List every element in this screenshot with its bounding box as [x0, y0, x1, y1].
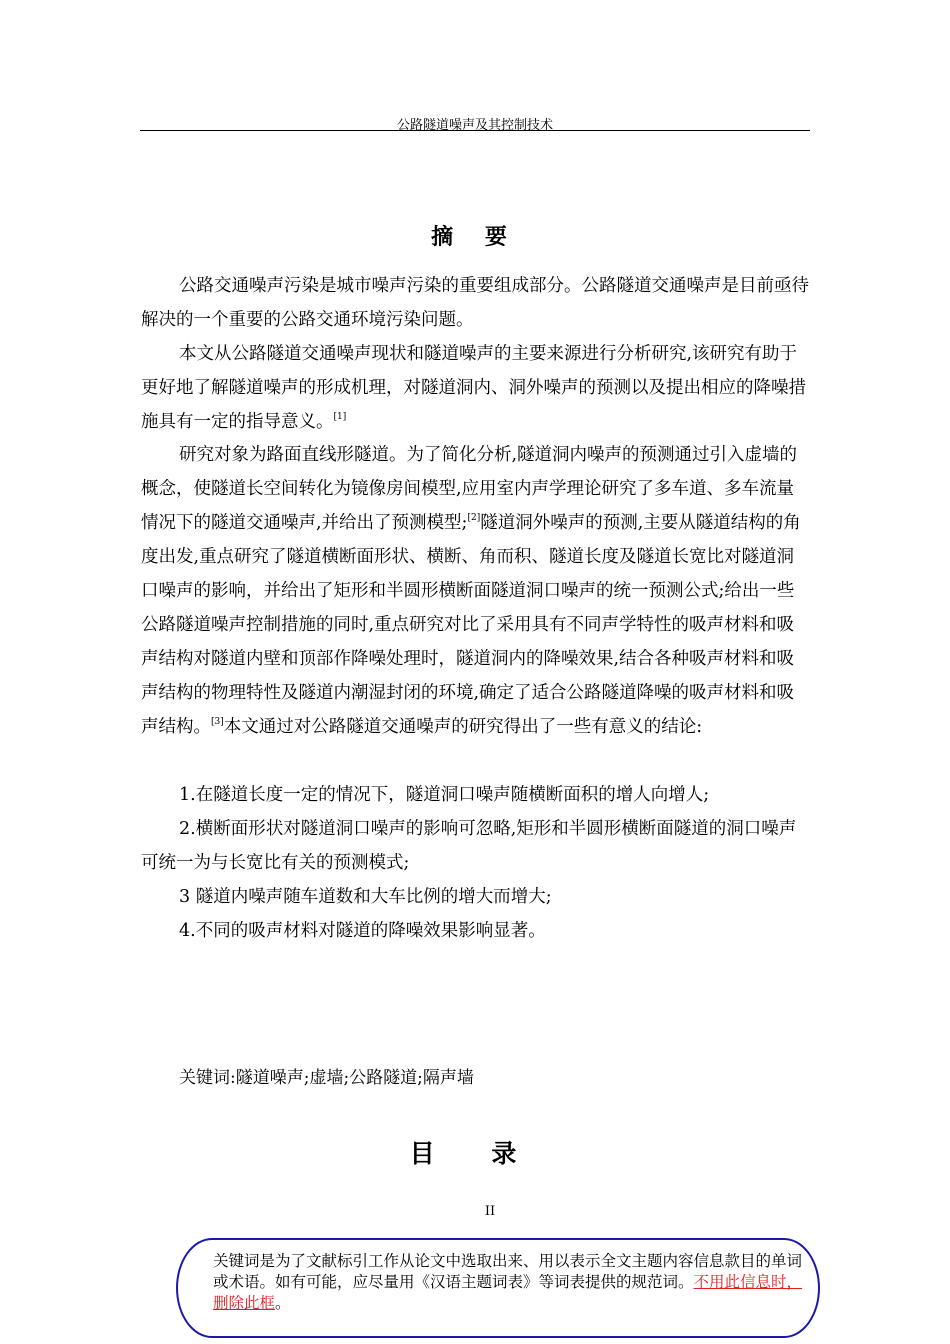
abstract-paragraph-2: 本文从公路隧道交通噪声现状和隧道噪声的主要来源进行分析研究,该研究有助于更好地了解隧道噪声的形成机理，对隧道洞内、洞外噪声的预测以及提出相应的降噪措施具有一定的指导意义。[1] — [141, 344, 806, 432]
toc-heading: 目 录 — [409, 1139, 541, 1168]
abstract-paragraph-3: 研究对象为路面直线形隧道。为了简化分析,隧道洞内噪声的预测通过引入虚墙的概念，使隧道长空间转化为镜像房间模型,应用室内声学理论研究了多车道、多车流量情况下的隧道交通噪声,并给出了预测模型;[2]隧道洞外噪声的预测,主要从隧道结构的角度出发,重点研究了隧道横断面形状、横断、角而积、隧道长度及隧道长宽比对隧道洞口噪声的影响，并给出了矩形和半圆形横断面隧道洞口噪声的统一预测公式;给出一些公路隧道噪声控制措施的同时,重点研究对比了采用具有不同声学特性的吸声材料和吸声结构对隧道内壁和顶部作降噪处理时，隧道洞内的降噪效果,结合各种吸声材料和吸声结构的物理特性及隧道内潮湿封闭的环境,确定了适合公路隧道降噪的吸声材料和吸声结构。[3]本文通过对公路隧道交通噪声的研究得出了一些有意义的结论: — [141, 445, 801, 737]
conclusion-4: 4.不同的吸声材料对隧道的降噪效果影响显著。 — [179, 921, 546, 941]
conclusion-2: 2.横断面形状对隧道洞口噪声的影响可忽略,矩形和半圆形横断面隧道的洞口噪声可统一为与长宽比有关的预测模式; — [141, 819, 797, 873]
abstract-paragraph-1: 公路交通噪声污染是城市噪声污染的重要组成部分。公路隧道交通噪声是目前亟待解决的一个重要的公路交通环境污染问题。 — [141, 276, 809, 330]
citation-2: [2] — [467, 513, 481, 523]
page-number: II — [484, 1204, 496, 1219]
citation-3: [3] — [211, 717, 224, 727]
delete-box-link[interactable]: 不用此信息时，删除此框 — [213, 1273, 803, 1312]
conclusion-1: 1.在隧道长度一定的情况下，隧道洞口噪声随横断面积的增人向增人; — [179, 785, 710, 805]
instruction-callout-text: 关键词是为了文献标引工作从论文中选取出来、用以表示全文主题内容信息款目的单词或术语。如有可能，应尽量用《汉语主题词表》等词表提供的规范词。不用此信息时，删除此框。 — [213, 1252, 803, 1312]
conclusion-3: 3 隧道内噪声随车道数和大车比例的增大而增大; — [179, 887, 552, 907]
citation-1: [1] — [333, 412, 347, 422]
header-rule — [140, 130, 810, 131]
abstract-heading: 摘 要 — [431, 224, 519, 250]
keywords-line: 关键词:隧道噪声;虚墙;公路隧道;隔声墙 — [179, 1068, 474, 1088]
running-header: 公路隧道噪声及其控制技术 — [396, 118, 553, 133]
